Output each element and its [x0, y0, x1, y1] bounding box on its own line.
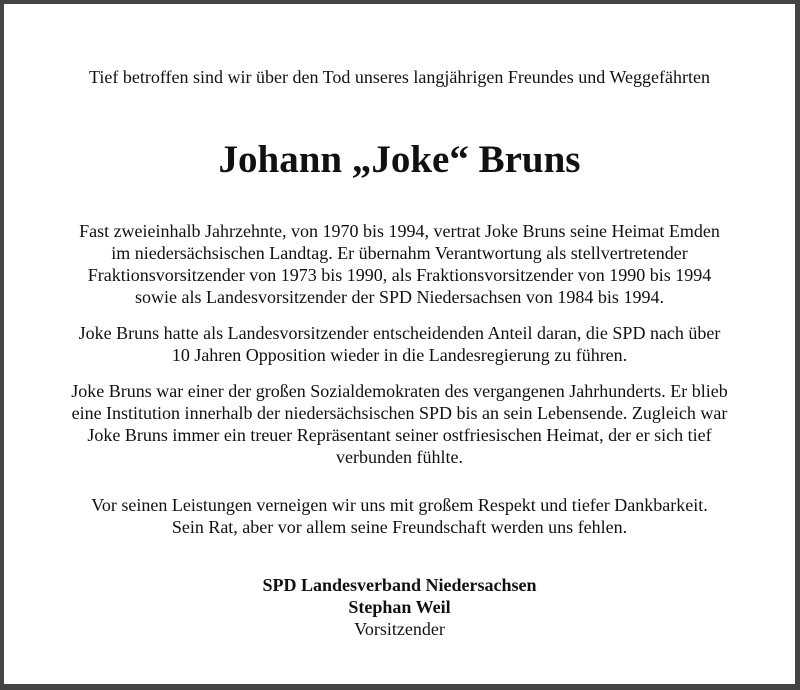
paragraph-career: [4, 220, 795, 308]
text-line: eine Institution innerhalb der niedersächsischen SPD bis an sein Lebensende. Zugleich war: [71, 403, 728, 423]
text-line: Fast zweieinhalb Jahrzehnte, von 1970 bis 1994, vertrat Joke Bruns seine Heimat Emden: [79, 221, 720, 241]
paragraph-tribute: [4, 494, 795, 538]
obituary-notice: [4, 4, 795, 684]
text-line: Joke Bruns hatte als Landesvorsitzender entscheidenden Anteil daran, die SPD nach über: [78, 323, 721, 343]
signature-role: Vorsitzender: [354, 619, 445, 639]
intro-line: Tief betroffen sind wir über den Tod unseres langjährigen Freundes und Weggefährten: [89, 67, 710, 87]
text-line: Vor seinen Leistungen verneigen wir uns mit großem Respekt und tiefer Dankbarkeit.: [91, 495, 708, 515]
paragraph-legacy: [4, 380, 795, 468]
text-line: sowie als Landesvorsitzender der SPD Niedersachsen von 1984 bis 1994.: [135, 287, 664, 307]
signature-name: Stephan Weil: [348, 597, 451, 617]
text-line: verbunden fühlte.: [336, 447, 463, 467]
text-line: Joke Bruns immer ein treuer Repräsentant seiner ostfriesischen Heimat, der er sich tief: [87, 425, 712, 445]
signature-organization: SPD Landesverband Niedersachsen: [262, 575, 537, 595]
text-line: Sein Rat, aber vor allem seine Freundschaft werden uns fehlen.: [171, 517, 628, 537]
signature-block: [4, 574, 795, 640]
intro-text: [4, 66, 795, 88]
deceased-name-title: Johann „Joke“ Bruns: [218, 138, 581, 181]
text-line: 10 Jahren Opposition wieder in die Landesregierung zu führen.: [171, 345, 628, 365]
text-line: im niedersächsischen Landtag. Er übernahm Verantwortung als stellvertretender: [111, 243, 688, 263]
text-line: Fraktionsvorsitzender von 1973 bis 1990, als Fraktionsvorsitzender von 1990 bis 1994: [87, 265, 712, 285]
paragraph-achievement: [4, 322, 795, 366]
text-line: Joke Bruns war einer der großen Sozialdemokraten des vergangenen Jahrhunderts. Er blieb: [71, 381, 728, 401]
